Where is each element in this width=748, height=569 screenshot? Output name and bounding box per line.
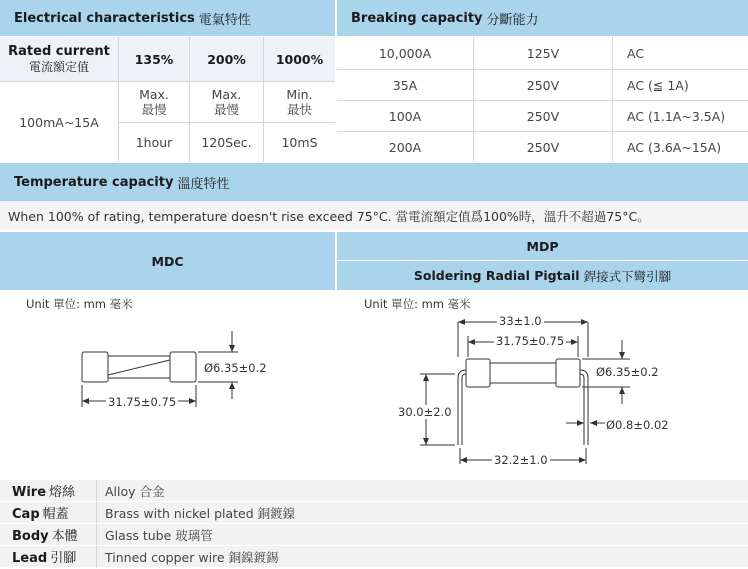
mdp-unit: Unit 單位: mm 毫米: [364, 297, 471, 311]
material-row-cap: [0, 501, 748, 523]
mdc-dim-length: 31.75±0.75: [108, 395, 177, 409]
pct-135: 135%: [119, 37, 189, 81]
mode-200-a: Max.: [211, 87, 242, 102]
material-key-body: Body 本體: [12, 529, 78, 544]
mdp-dim-diameter: Ø6.35±0.2: [596, 365, 659, 379]
pct-1000: 1000%: [264, 37, 335, 81]
mode-135-a: Max.: [139, 87, 169, 102]
break-current-2: 35A: [392, 77, 418, 93]
mdp-dim-lead: Ø0.8±0.02: [606, 418, 669, 432]
breaking-header: [337, 0, 748, 36]
electrical-header: [0, 0, 335, 36]
material-value-wire: Alloy 合金: [105, 483, 165, 499]
material-value-body: Glass tube 玻璃管: [105, 527, 213, 543]
mdp-dim-top: 33±1.0: [499, 314, 542, 328]
material-value-cap: Brass with nickel plated 銅鍍鎳: [105, 505, 296, 521]
electrical-title-cn: 電氣特性: [198, 12, 251, 28]
material-row-lead: [0, 545, 748, 567]
time-200: 120Sec.: [190, 123, 263, 162]
break-type-4: AC (3.6A~15A): [627, 139, 722, 155]
mode-1000: [264, 82, 335, 122]
break-voltage-1: 125V: [526, 45, 560, 61]
break-type-3: AC (1.1A~3.5A): [627, 108, 726, 124]
break-type-2: AC (≦ 1A): [627, 77, 689, 93]
mode-200-b: 最慢: [213, 102, 239, 117]
break-current-4: 200A: [388, 139, 422, 155]
break-current-1: 10,000A: [378, 45, 432, 61]
mdp-subtitle: Soldering Radial Pigtail: [413, 268, 580, 283]
rated-current-label: [0, 37, 118, 81]
mdp-title: MDP: [526, 238, 559, 254]
temperature-note: When 100% of rating, temperature doesn't rise exceed 75°C. 當電流額定值爲100%時，溫升不超過75°C。: [0, 201, 748, 230]
mdc-title: MDC: [151, 253, 184, 269]
temperature-title: Temperature capacity: [14, 174, 174, 190]
mdp-subheader: [337, 261, 748, 290]
mdc-dim-diameter: Ø6.35±0.2: [204, 361, 267, 375]
mode-135-b: 最慢: [141, 102, 167, 117]
breaking-title: Breaking capacity: [351, 10, 483, 26]
material-key-wire: Wire 熔絲: [12, 485, 76, 500]
mode-1000-a: Min.: [286, 87, 313, 102]
current-range: 100mA~15A: [0, 82, 118, 162]
break-voltage-2: 250V: [526, 77, 560, 93]
mdp-dim-body: 31.75±0.75: [496, 334, 565, 348]
rated-label-en: Rated current: [8, 44, 110, 59]
material-value-lead: Tinned copper wire 銅鎳鍍錫: [105, 549, 279, 565]
break-voltage-4: 250V: [526, 139, 560, 155]
rated-label-cn: 電流額定值: [28, 59, 89, 74]
breaking-title-cn: 分斷能力: [486, 12, 539, 28]
mode-135: [119, 82, 189, 122]
material-key-cap: Cap 帽蓋: [12, 507, 69, 522]
electrical-table: [0, 37, 335, 162]
temperature-header: [0, 163, 748, 201]
time-135: 1hour: [119, 123, 189, 162]
break-type-1: AC: [627, 45, 645, 61]
electrical-title: Electrical characteristics: [14, 10, 195, 26]
time-1000: 10mS: [264, 123, 335, 162]
mdc-header: [0, 232, 335, 290]
breaking-table: [337, 37, 748, 162]
mdp-header: [337, 232, 748, 260]
pct-200: 200%: [190, 37, 263, 81]
temperature-title-cn: 溫度特性: [177, 176, 230, 192]
break-current-3: 100A: [388, 108, 422, 124]
material-key-lead: Lead 引腳: [12, 551, 77, 566]
material-row-body: [0, 523, 748, 545]
break-voltage-3: 250V: [526, 108, 560, 124]
mdp-dim-pitch: 32.2±1.0: [494, 453, 548, 467]
mode-1000-b: 最快: [286, 102, 312, 117]
material-row-wire: [0, 479, 748, 501]
mdp-dim-height: 30.0±2.0: [398, 405, 452, 419]
mode-200: [190, 82, 263, 122]
mdc-unit: Unit 單位: mm 毫米: [26, 297, 133, 311]
mdp-subtitle-cn: 銲接式下彎引腳: [583, 268, 672, 284]
